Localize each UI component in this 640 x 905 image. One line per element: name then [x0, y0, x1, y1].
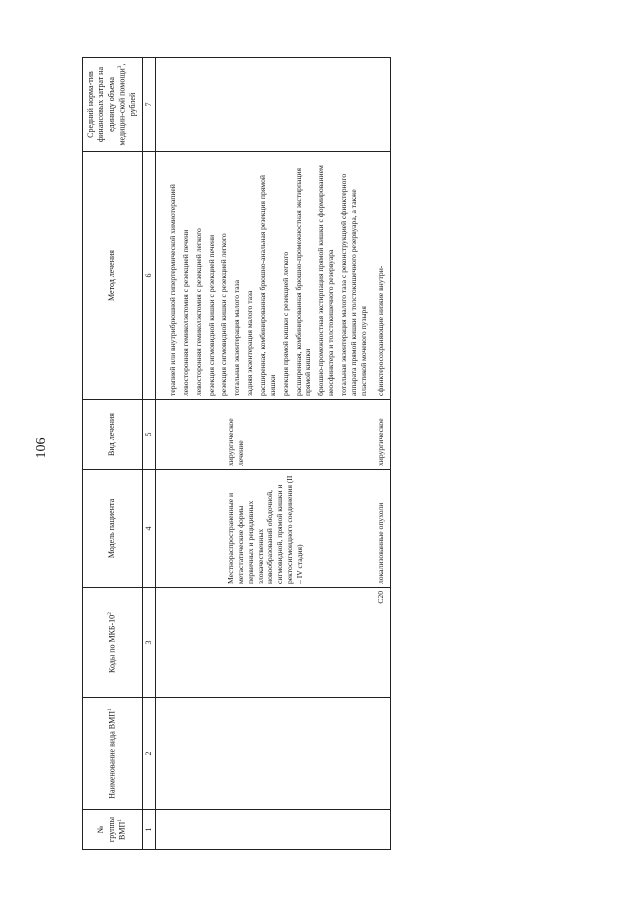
treatment-method-cell: [374, 152, 391, 400]
header-mkb-codes: Коды по МКБ-$10^2$: [83, 588, 143, 698]
column-number-row: [142, 58, 155, 850]
treatment-type-text: хирургическое лечение: [226, 418, 245, 466]
method-item: тотальная экзентерация малого таза с реконструкцией сфинктерного аппарата прямой кишки и толстокишечного резервуара, а также пластикой мочевого пузыря: [339, 173, 368, 396]
mkb-code-cell: C20: [374, 588, 391, 698]
method-item: расширенная, комбинированная брюшно-анальная резекция прямой кишки: [258, 175, 277, 396]
header-vmp-name: Наименование вида ВМП$^1$: [83, 698, 143, 810]
method-item: резекция сигмовидной кишки с резекцией печени: [206, 234, 216, 396]
treatment-type-cell: хирургическое: [374, 400, 391, 470]
vmp-table: [82, 57, 391, 850]
column-number: 3: [142, 588, 155, 698]
page-number: 106: [34, 437, 49, 459]
method-item: терапией или внутрибрюшной гипертермической химиотерапией: [168, 184, 177, 396]
column-number: 6: [142, 152, 155, 400]
column-number: 2: [142, 698, 155, 810]
vmp-name-cell: [166, 698, 374, 810]
column-number: 7: [142, 58, 155, 152]
spacer-row: [156, 58, 167, 850]
table-row: [166, 58, 374, 850]
header-avg-cost: Средний норма-тив финансовых затрат на единицу объема медицин-ской помощи$^3$, рублей: [83, 58, 143, 152]
treatment-type-cell: [166, 400, 374, 470]
method-item: брюшно-промежностная экстирпация прямой кишки с формированием неосфинктера и толстокишечного резервуара: [316, 165, 336, 396]
patient-model-cell: [166, 470, 374, 588]
column-number: 4: [142, 470, 155, 588]
header-group-no: № группы ВМП$^1$: [83, 810, 143, 850]
group-no-cell: [374, 810, 391, 850]
group-no-cell: [166, 810, 374, 850]
header-row: [83, 58, 143, 850]
method-item: сфинктеросохраняющие низкие внутри-: [375, 265, 385, 396]
avg-cost-cell: [374, 58, 391, 152]
treatment-method-cell: [166, 152, 374, 400]
method-item: тотальная экзентерация малого таза: [232, 279, 242, 396]
avg-cost-cell: [166, 58, 374, 152]
table-row: [374, 58, 391, 850]
patient-model-text: Местнораспространенные и метастатические формы первичных и рецидивных злокачественных новообразований ободочной, сигмовидной, прямой кишки и ректосигмоидного соединения (II – IV стадия): [226, 475, 305, 584]
method-item: левосторонняя гемиколэктомия с резекцией легкого: [193, 228, 203, 396]
header-treatment-method: Метод лечения: [83, 152, 143, 400]
method-item: резекция прямой кишки с резекцией легкого: [280, 251, 290, 396]
method-item: резекция сигмовидной кишки с резекцией легкого: [219, 233, 229, 396]
column-number: 1: [142, 810, 155, 850]
patient-model-cell: локализованные опухоли: [374, 470, 391, 588]
mkb-code-cell: [166, 588, 374, 698]
header-patient-model: Модель пациента: [83, 470, 143, 588]
vmp-name-cell: [374, 698, 391, 810]
method-item: расширенная, комбинированная брюшно-промежностная экстирпация прямой кишки: [293, 168, 313, 396]
method-item: задняя экзентерация малого таза: [245, 290, 255, 396]
column-number: 5: [142, 400, 155, 470]
header-treatment-type: Вид лечения: [83, 400, 143, 470]
method-item: левосторонняя гемиколэктомия с резекцией печени: [180, 229, 190, 396]
